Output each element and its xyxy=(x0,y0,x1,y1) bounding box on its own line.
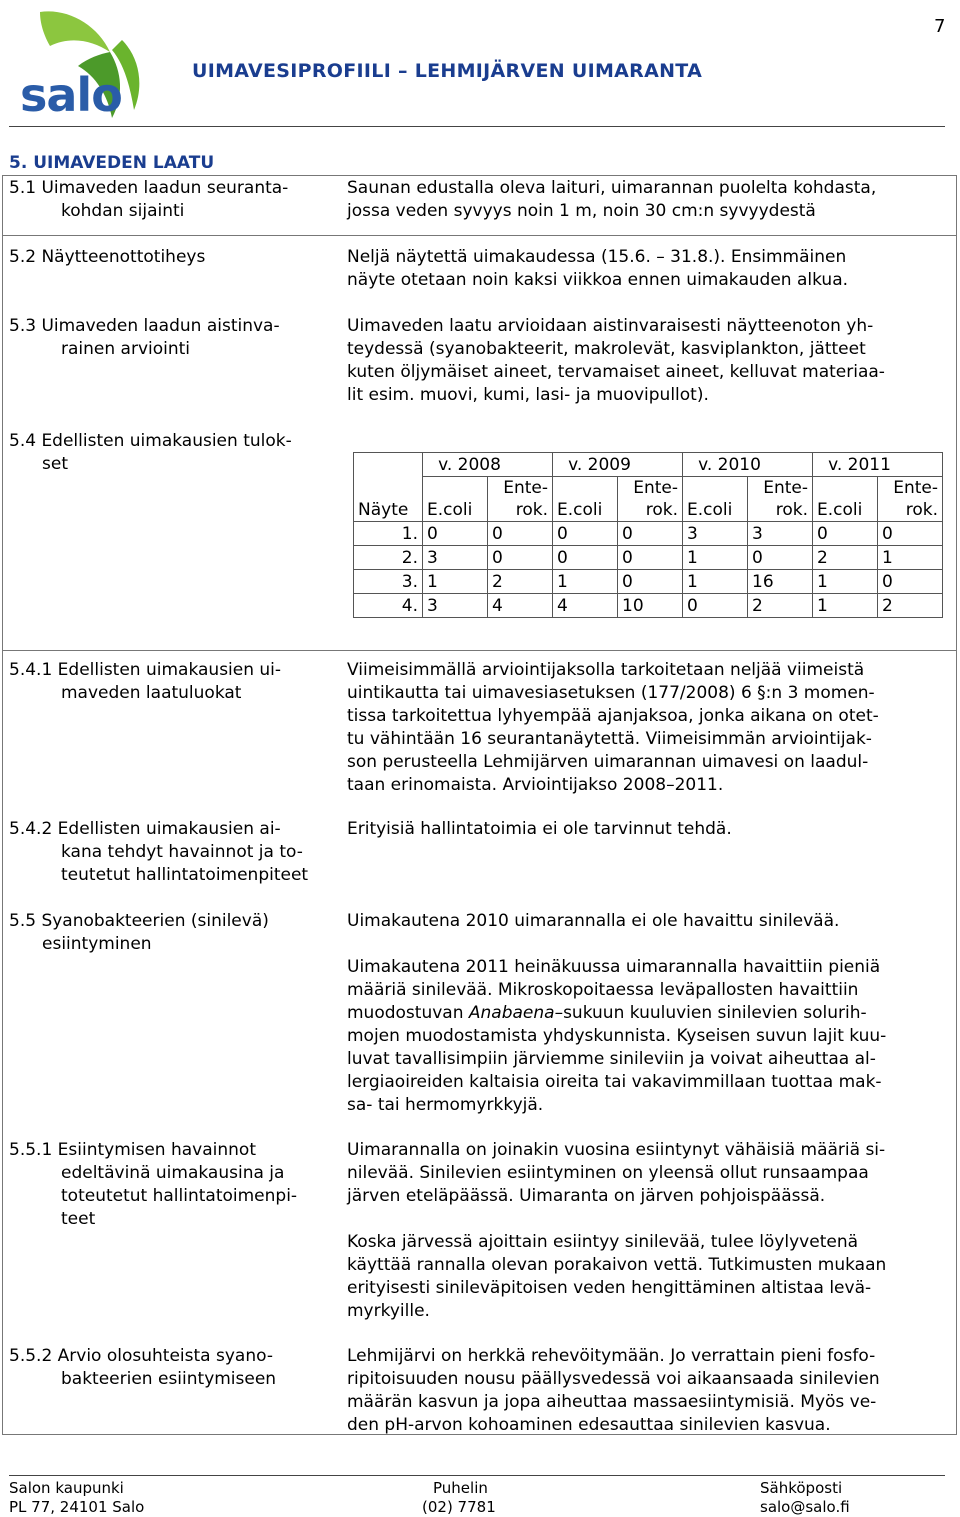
value-cell: 2 xyxy=(813,546,878,570)
label-line: toteutetut hallintatoimenpi- xyxy=(61,1186,298,1206)
ent-bottom: rok. xyxy=(515,500,548,520)
ent-top: Ente- xyxy=(633,478,678,498)
table-row xyxy=(354,546,943,570)
text-line: näyte otetaan noin kaksi viikkoa ennen uimakauden alkua. xyxy=(347,270,849,290)
section-5-5-text xyxy=(347,910,886,1117)
label-line: esiintyminen xyxy=(42,934,152,954)
genus-name: Anabaena xyxy=(468,1003,555,1023)
text-line: erityisesti sinileväpitoisen veden hengittäminen altistaa levä- xyxy=(347,1278,872,1298)
text-line: Uimakautena 2010 uimarannalla ei ole havaittu sinilevää. xyxy=(347,911,840,931)
label-line: rainen arviointi xyxy=(61,339,191,359)
label-line: bakteerien esiintymiseen xyxy=(61,1369,277,1389)
row-divider xyxy=(2,650,957,651)
label-line: 5.4 Edellisten uimakausien tulok- xyxy=(9,431,292,451)
section-5-3-label xyxy=(9,315,280,361)
logo-wordmark: salo xyxy=(20,68,122,122)
ecoli-header: E.coli xyxy=(553,477,618,522)
footer-line: Salon kaupunki xyxy=(9,1479,124,1497)
text-line: Erityisiä hallintatoimia ei ole tarvinnut tehdä. xyxy=(347,819,732,839)
text-line: teydessä (syanobakteerit, makrolevät, kasviplankton, jätteet xyxy=(347,339,866,359)
text-line: lergiaoireiden kaltaisia oireita tai vakavimmillaan tuottaa mak- xyxy=(347,1072,882,1092)
value-cell: 3 xyxy=(423,594,488,618)
section-5-4-1-label xyxy=(9,659,281,705)
year-cell: v. 2010 xyxy=(683,453,813,477)
page-number: 7 xyxy=(934,16,946,37)
value-cell: 0 xyxy=(878,570,943,594)
text-line: Uimarannalla on joinakin vuosina esiintynyt vähäisiä määriä si- xyxy=(347,1140,886,1160)
section-5-1-text xyxy=(347,177,876,223)
value-cell: 2 xyxy=(748,594,813,618)
sample-number-cell: 1. xyxy=(354,522,423,546)
value-cell: 1 xyxy=(878,546,943,570)
label-line: 5.1 Uimaveden laadun seuranta- xyxy=(9,178,289,198)
value-cell: 1 xyxy=(423,570,488,594)
value-cell: 0 xyxy=(683,594,748,618)
text-line: Koska järvessä ajoittain esiintyy sinilevää, tulee löylyvetenä xyxy=(347,1232,859,1252)
value-cell: 2 xyxy=(878,594,943,618)
text-line: jossa veden syvyys noin 1 m, noin 30 cm:n syvyydestä xyxy=(347,201,816,221)
label-line: 5.5.2 Arvio olosuhteista syano- xyxy=(9,1346,273,1366)
label-line: 5.3 Uimaveden laadun aistinva- xyxy=(9,316,280,336)
ent-bottom: rok. xyxy=(905,500,938,520)
value-cell: 0 xyxy=(618,570,683,594)
document-header-title: UIMAVESIPROFIILI – LEHMIJÄRVEN UIMARANTA xyxy=(192,60,703,82)
section-5-2-label xyxy=(9,246,205,269)
value-cell: 2 xyxy=(488,570,553,594)
value-cell: 1 xyxy=(683,546,748,570)
value-cell: 4 xyxy=(553,594,618,618)
value-cell: 0 xyxy=(553,522,618,546)
results-table xyxy=(353,452,943,618)
text-line: järven eteläpäässä. Uimaranta on järven pohjoispäässä. xyxy=(347,1186,826,1206)
row-header-cell: Näyte xyxy=(354,453,423,522)
header-divider xyxy=(9,126,945,127)
enterococci-header xyxy=(748,477,813,522)
footer-phone xyxy=(422,1479,496,1517)
section-5-3-text xyxy=(347,315,885,407)
ecoli-header: E.coli xyxy=(813,477,878,522)
value-cell: 0 xyxy=(748,546,813,570)
value-cell: 3 xyxy=(748,522,813,546)
label-line: 5.5 Syanobakteerien (sinilevä) xyxy=(9,911,269,931)
section-5-4-1-text xyxy=(347,659,879,797)
enterococci-header xyxy=(618,477,683,522)
value-cell: 0 xyxy=(553,546,618,570)
text-line: käyttää rannalla olevan porakaivon vettä. Tutkimusten mukaan xyxy=(347,1255,887,1275)
label-line: teutetut hallintatoimenpiteet xyxy=(61,865,309,885)
year-cell: v. 2008 xyxy=(423,453,553,477)
label-line: 5.4.2 Edellisten uimakausien ai- xyxy=(9,819,281,839)
enterococci-header xyxy=(878,477,943,522)
section-5-4-2-text xyxy=(347,818,732,841)
table-row xyxy=(354,594,943,618)
section-5-4-label xyxy=(9,430,292,476)
sample-number-cell: 4. xyxy=(354,594,423,618)
text-line: ripitoisuuden nousu päällysvedessä voi aikaansaada sinilevien xyxy=(347,1369,880,1389)
label-line: 5.4.1 Edellisten uimakausien ui- xyxy=(9,660,282,680)
label-line: 5.2 Näytteenottotiheys xyxy=(9,247,206,267)
text-line: Neljä näytettä uimakaudessa (15.6. – 31.8.). Ensimmäinen xyxy=(347,247,847,267)
section-5-5-2-text xyxy=(347,1345,880,1437)
text-line: Lehmijärvi on herkkä rehevöitymään. Jo verrattain pieni fosfo- xyxy=(347,1346,876,1366)
section-5-5-1-label xyxy=(9,1139,297,1231)
label-line: edeltävinä uimakausina ja xyxy=(61,1163,285,1183)
text-line: Viimeisimmällä arviointijaksolla tarkoitetaan neljää viimeistä xyxy=(347,660,865,680)
section-5-2-text xyxy=(347,246,848,292)
row-divider xyxy=(2,235,957,236)
year-cell: v. 2011 xyxy=(813,453,943,477)
results-body xyxy=(354,522,943,618)
section-5-4-2-label xyxy=(9,818,308,887)
value-cell: 1 xyxy=(553,570,618,594)
footer-divider xyxy=(9,1475,945,1476)
label-line: teet xyxy=(61,1209,96,1229)
section-5-5-1-text xyxy=(347,1139,886,1323)
value-cell: 1 xyxy=(813,570,878,594)
text-line: sa- tai hermomyrkkyjä. xyxy=(347,1095,544,1115)
value-cell: 0 xyxy=(618,522,683,546)
value-cell: 16 xyxy=(748,570,813,594)
text-line: Uimaveden laatu arvioidaan aistinvaraisesti näytteenoton yh- xyxy=(347,316,874,336)
text-line: määriä sinilevää. Mikroskopoitaessa leväpallosten havaittiin xyxy=(347,980,859,1000)
value-cell: 0 xyxy=(488,546,553,570)
label-line: kana tehdyt havainnot ja to- xyxy=(61,842,303,862)
text-line: lit esim. muovi, kumi, lasi- ja muovipullot). xyxy=(347,385,709,405)
table-row xyxy=(354,570,943,594)
footer-line: salo@salo.fi xyxy=(760,1498,850,1516)
table-row xyxy=(354,477,943,522)
enterococci-header xyxy=(488,477,553,522)
text-line: luvat tavallisimpiin järviemme sinileviin ja voivat aiheuttaa al- xyxy=(347,1049,876,1069)
ent-bottom: rok. xyxy=(645,500,678,520)
year-cell: v. 2009 xyxy=(553,453,683,477)
ent-bottom: rok. xyxy=(775,500,808,520)
value-cell: 0 xyxy=(813,522,878,546)
value-cell: 4 xyxy=(488,594,553,618)
ent-top: Ente- xyxy=(763,478,808,498)
text-line: Uimakautena 2011 heinäkuussa uimarannalla havaittiin pieniä xyxy=(347,957,881,977)
section-title: 5. UIMAVEDEN LAATU xyxy=(9,153,215,173)
section-5-5-label xyxy=(9,910,269,956)
ent-top: Ente- xyxy=(893,478,938,498)
sample-number-cell: 3. xyxy=(354,570,423,594)
text-line: määrän kasvun ja jopa aiheuttaa massaesiintymisiä. Myös ve- xyxy=(347,1392,877,1412)
label-line: kohdan sijainti xyxy=(61,201,185,221)
value-cell: 0 xyxy=(618,546,683,570)
text-line: Saunan edustalla oleva laituri, uimarannan puolelta kohdasta, xyxy=(347,178,877,198)
text-line: kuten öljymäiset aineet, tervamaiset aineet, kelluvat materiaa- xyxy=(347,362,885,382)
text-line: son perusteella Lehmijärven uimarannan uimavesi on laadul- xyxy=(347,752,869,772)
text-line xyxy=(347,1002,886,1025)
value-cell: 3 xyxy=(683,522,748,546)
label-line: set xyxy=(42,454,68,474)
value-cell: 0 xyxy=(878,522,943,546)
text-fragment: muodostuvan xyxy=(347,1003,469,1023)
footer-line: (02) 7781 xyxy=(422,1498,496,1516)
ecoli-header: E.coli xyxy=(683,477,748,522)
footer-email xyxy=(760,1479,850,1517)
footer-address xyxy=(9,1479,144,1517)
footer-line: Sähköposti xyxy=(760,1479,843,1497)
label-line: maveden laatuluokat xyxy=(61,683,242,703)
value-cell: 10 xyxy=(618,594,683,618)
section-5-1-label xyxy=(9,177,288,223)
footer-line: Puhelin xyxy=(433,1479,488,1497)
ecoli-header: E.coli xyxy=(423,477,488,522)
text-line: tu vähintään 16 seurantanäytettä. Viimeisimmän arviointijak- xyxy=(347,729,872,749)
sample-number-cell: 2. xyxy=(354,546,423,570)
text-line: tissa tarkoitettua lyhyempää ajanjaksoa, jonka aikana on otet- xyxy=(347,706,879,726)
value-cell: 1 xyxy=(813,594,878,618)
value-cell: 0 xyxy=(423,522,488,546)
text-line: taan erinomaista. Arviointijakso 2008–2011. xyxy=(347,775,724,795)
table-row xyxy=(354,453,943,477)
section-5-5-2-label xyxy=(9,1345,276,1391)
text-fragment: –sukuun kuuluvien sinilevien solurih- xyxy=(554,1003,867,1023)
footer-line: PL 77, 24101 Salo xyxy=(9,1498,145,1516)
label-line: 5.5.1 Esiintymisen havainnot xyxy=(9,1140,256,1160)
text-line: myrkyille. xyxy=(347,1301,430,1321)
text-line: uintikautta tai uimavesiasetuksen (177/2008) 6 §:n 3 momen- xyxy=(347,683,875,703)
text-line: den pH-arvon kohoaminen edesauttaa sinilevien kasvua. xyxy=(347,1415,831,1435)
table-row xyxy=(354,522,943,546)
value-cell: 1 xyxy=(683,570,748,594)
text-line: nilevää. Sinilevien esiintyminen on yleensä ollut runsaampaa xyxy=(347,1163,869,1183)
ent-top: Ente- xyxy=(503,478,548,498)
value-cell: 3 xyxy=(423,546,488,570)
text-line: mojen muodostamista yhdyskunnista. Kyseisen suvun lajit kuu- xyxy=(347,1026,887,1046)
salo-logo xyxy=(12,0,158,125)
value-cell: 0 xyxy=(488,522,553,546)
